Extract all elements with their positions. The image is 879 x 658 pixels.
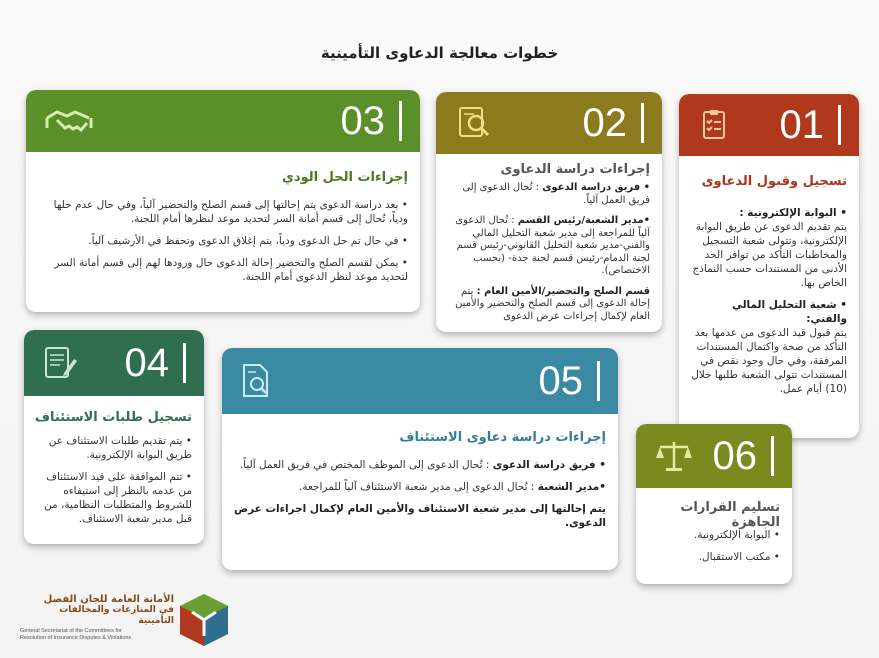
step-number-01: [780, 103, 842, 148]
card-step-06: [636, 424, 792, 584]
card-02-p2-head: •مدير الشعبة/رئيس القسم: [517, 215, 650, 226]
scales-icon: [654, 438, 694, 474]
search-document-icon: [454, 105, 494, 141]
card-02-body: [446, 182, 650, 331]
card-06-title: تسليم القرارات الجاهزة: [680, 500, 780, 530]
card-02-p3-head: قسم الصلح والتحضير/الأمين العام :: [476, 285, 650, 297]
card-06-item: • البوابة الإلكترونية.: [693, 529, 780, 541]
card-05-body: [232, 458, 606, 538]
card-04-title: تسجيل طلبات الاستئناف: [34, 410, 192, 425]
card-02-p1-head: • فريق دراسة الدعوى: [542, 182, 650, 193]
step-number-text: 02: [582, 100, 627, 145]
card-06-item: • مكتب الاستقبال.: [698, 551, 780, 563]
card-05-p2-head: •مدير الشعبة: [537, 481, 606, 493]
card-03-p3: • يمكن لقسم الصلح والتحضير إحالة الدعوى حال ورودها لهم إلى قسم أمانة السر لتحديد موعد لنظر الدعوى أمام اللجنة.: [54, 257, 408, 283]
card-05-p1-text: : تُحال الدعوى إلى الموظف المختص في فريق العمل آلياً.: [239, 459, 490, 471]
card-01-p2-head: • شعبة التحليل المالي والفني:: [731, 299, 847, 325]
org-name-ar-line2: في المنازعات والمخالفات التأمينية: [59, 605, 174, 626]
card-01-p1-text: يتم تقديم الدعوى عن طريق البوابة الإلكترونية، وتتولى شعبة التسجيل والمخاطبات التأكد من توافر الحد الأدنى من المستندات حسب النماذج الخاص بها.: [692, 221, 847, 289]
card-01-p2-text: يتم قبول قيد الدعوى من عدمها بعد التأكد من صحة واكتمال المستندات المرفقة، وفي حال وجود نقص في المستندات تتولى الشعبة طلبها خلال (10) أيام عمل.: [691, 327, 847, 395]
card-step-04: [24, 330, 204, 544]
card-02-header: [436, 92, 662, 154]
card-01-header: [679, 94, 859, 156]
card-02-title: إجراءات دراسة الدعاوى: [500, 162, 650, 177]
handshake-icon: [44, 104, 94, 138]
card-04-body: [34, 434, 192, 534]
step-number-text: 04: [124, 340, 169, 385]
card-04-header: [24, 330, 204, 396]
card-02-p3-text: يتم إحالة الدعوى إلى قسم الصلح والتحضير والأمين العام لإكمال إجراءات عرض الدعوى: [455, 285, 650, 322]
step-number-text: 06: [712, 433, 757, 478]
card-03-p1: • بعد دراسة الدعوى يتم إحالتها إلى قسم الصلح والتحضير آلياً، وفي حال عدم حلها ودياً، تُحال إلى قسم أمانة السر لتحديد موعد لنظرها أمام اللجنة.: [53, 199, 408, 225]
card-06-body: [646, 528, 780, 572]
card-step-05: [222, 348, 618, 570]
card-step-03: [26, 90, 420, 312]
checklist-icon: [697, 108, 731, 142]
form-pen-icon: [42, 345, 80, 381]
card-01-p1-head: • البوابة الإلكترونية :: [739, 207, 847, 219]
step-number-06: [713, 434, 775, 479]
card-01-body: [689, 206, 847, 404]
card-05-p2-text: : تُحال الدعوى إلى مدير شعبة الاستئناف آلياً للمراجعة.: [298, 481, 535, 493]
step-number-03: [341, 99, 403, 144]
org-name-ar: [32, 594, 174, 627]
org-name-en-line2: Resolution of Insurance Disputes & Violations: [20, 635, 132, 641]
card-05-p1-head: • فريق دراسة الدعوى: [492, 459, 606, 471]
card-03-title: إجراءات الحل الودي: [282, 170, 408, 185]
step-number-04: [125, 341, 187, 386]
card-04-p1: • يتم تقديم طلبات الاستئناف عن طريق البوابة الإلكترونية.: [48, 435, 192, 461]
card-step-01: [679, 94, 859, 438]
card-03-body: [36, 198, 408, 292]
document-search-icon: [240, 362, 274, 400]
org-name-en-line1: General Secretariat of the Committees for: [20, 628, 122, 634]
step-number-05: [539, 359, 601, 404]
org-name-ar-line1: الأمانة العامة للجان الفصل: [43, 594, 174, 605]
card-step-02: [436, 92, 662, 332]
card-02-p1-text: : تُحال الدعوى إلى فريق العمل آلياً.: [462, 182, 650, 206]
step-number-text: 05: [538, 358, 583, 403]
card-05-title: إجراءات دراسة دعاوى الاستئناف: [399, 430, 606, 445]
card-05-p3: يتم إحالتها إلى مدير شعبة الاستئناف والأمين العام لإكمال اجراءات عرض الدعوى.: [233, 503, 606, 529]
card-03-header: [26, 90, 420, 152]
card-02-p2-text: : تُحال الدعوى آلياً للمراجعة إلى مدير شعبة التحليل المالي والفني-مدير شعبة التحليل القانوني-رئيس قسم لجنة الدمام-رئيس قسم لجنة جدة- (بحسب الاختصاص).: [455, 215, 650, 276]
page-title: خطوات معالجة الدعاوى التأمينية: [320, 44, 559, 62]
card-04-p2: • تتم الموافقة على قيد الاستئناف من عدمه بالنظر إلى استيفاءه للشروط والمتطلبات النظامية، من قبل مدير شعبة الاستئناف.: [44, 471, 192, 525]
card-06-header: [636, 424, 792, 488]
step-number-02: [583, 101, 645, 146]
card-05-header: [222, 348, 618, 414]
insurance-committees-logo-icon: [176, 592, 232, 652]
step-number-text: 01: [779, 102, 824, 147]
step-number-text: 03: [340, 98, 385, 143]
card-03-p2: • في حال تم حل الدعوى ودياً، يتم إغلاق الدعوى وتحفظ في الأرشيف آلياً.: [88, 235, 408, 247]
card-01-title: تسجيل وقبول الدعاوى: [701, 174, 847, 189]
org-name-en: [20, 628, 170, 642]
